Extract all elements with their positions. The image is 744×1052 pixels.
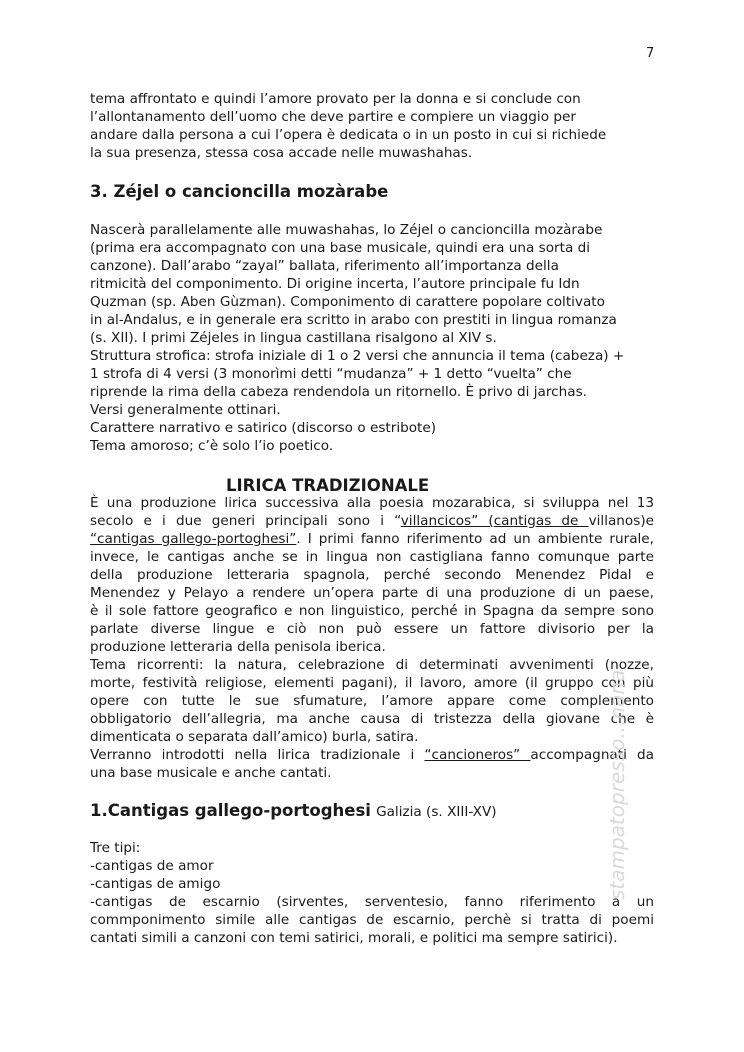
text-line: è il sole fattore geografico e non linguistico, perché in Spagna da sempre sono (90, 603, 654, 619)
section-heading: 3. Zéjel o cancioncilla mozàrabe (90, 182, 389, 201)
text-line: ritmicità del componimento. Di origine incerta, l’autore principale fu Idn (90, 276, 580, 292)
text-line: Struttura strofica: strofa iniziale di 1 o 2 versi che annuncia il tema (cabeza) + (90, 348, 625, 364)
text-line: della produzione letteraria spagnola, perché secondo Menendez Pidal e (90, 567, 654, 583)
zejel-paragraph (90, 221, 654, 455)
text-line: (prima era accompagnato con una base musicale, quindi era una sorta di (90, 240, 590, 256)
underlined-text: cantigas de (493, 513, 589, 529)
cantigas-escarnio-paragraph (90, 893, 654, 947)
cantigas-heading (90, 801, 497, 820)
cantigas-subtitle: Galizia (s. XIII-XV) (376, 804, 497, 820)
underlined-text: “cancioneros” (424, 747, 531, 763)
text-line: commponimento simile alle cantigas de escarnio, perchè si tratta di poemi (90, 912, 654, 928)
text-line: Tre tipi: (90, 840, 141, 856)
text-span: villanos)e (588, 513, 654, 529)
text-line: (s. XII). I primi Zéjeles in lingua castillana risalgono al XIV s. (90, 330, 497, 346)
text-span: accompagnati da (530, 747, 654, 763)
text-line: Nascerà parallelamente alle muwashahas, lo Zéjel o cancioncilla mozàrabe (90, 222, 603, 238)
text-line: dimenticata o separata dall’amico) burla, satira. (90, 729, 419, 745)
lirica-heading: LIRICA TRADIZIONALE (226, 476, 430, 495)
text-line: parlate diverse lingue e ciò non può essere un fattore divisorio per la (90, 621, 654, 637)
lirica-paragraph (90, 494, 654, 782)
page-number: 7 (646, 46, 655, 61)
text-line: Carattere narrativo e satirico (discorso o estribote) (90, 420, 437, 436)
list-item: -cantigas de amigo (90, 876, 221, 892)
text-line (90, 512, 654, 530)
text-line: l’allontanamento dell’uomo che deve partire e compiere un viaggio per (90, 109, 576, 125)
text-line: in al-Andalus, e in generale era scritto in arabo con prestiti in lingua romanza (90, 312, 617, 328)
text-line: riprende la rima della cabeza rendendola un ritornello. È privo di jarchas. (90, 384, 587, 400)
text-line: una base musicale e anche cantati. (90, 765, 332, 781)
text-line: Versi generalmente ottinari. (90, 402, 281, 418)
text-span: secolo e i due generi principali sono i “ (90, 513, 401, 529)
cantigas-list (90, 839, 654, 893)
text-line: andare dalla persona a cui l’opera è dedicata o in un posto in cui si richiede (90, 127, 607, 143)
cantigas-title: 1.Cantigas gallego-portoghesi (90, 801, 371, 820)
text-line: tema affrontato e quindi l’amore provato per la donna e si conclude con (90, 91, 581, 107)
text-line: obbligatorio dell’allegria, ma anche causa di tristezza della giovane che è (90, 711, 654, 727)
text-span: Verranno introdotti nella lirica tradizionale i (90, 747, 425, 763)
text-line: Quzman (sp. Aben Gùzman). Componimento di carattere popolare coltivato (90, 294, 605, 310)
text-line: invece, le cantigas anche se in lingua non castigliana fanno comunque parte (90, 549, 654, 565)
text-line: produzione letteraria della penisola iberica. (90, 639, 386, 655)
text-line: canzone). Dall’arabo “zayal” ballata, riferimento all’importanza della (90, 258, 559, 274)
text-line: 1 strofa di 4 versi (3 monorìmi detti “mudanza” + 1 detto “vuelta” che (90, 366, 572, 382)
text-line (90, 746, 654, 764)
underlined-text: “cantigas gallego-portoghesi” (90, 531, 297, 547)
text-line: È una produzione lirica successiva alla poesia mozarabica, si sviluppa nel 13 (90, 495, 654, 511)
watermark-text: stampatopresso...nana (605, 669, 629, 900)
text-line: la sua presenza, stessa cosa accade nelle muwashahas. (90, 145, 473, 161)
text-line: Tema ricorrenti: la natura, celebrazione di determinati avvenimenti (nozze, (90, 657, 654, 673)
text-line: Tema amoroso; c’è solo l’io poetico. (90, 438, 334, 454)
underlined-text: villancicos” ( (400, 513, 494, 529)
list-item: -cantigas de amor (90, 858, 214, 874)
text-line: cantati simili a canzoni con temi satirici, morali, e politici ma sempre satirici). (90, 930, 618, 946)
text-line: Menendez y Pelayo a rendere un’opera parte di una produzione di un paese, (90, 585, 654, 601)
text-line (90, 530, 654, 548)
text-span: . I primi fanno riferimento ad un ambiente rurale, (296, 531, 654, 547)
list-item: -cantigas de escarnio (sirventes, serventesio, fanno riferimento a un (90, 894, 654, 910)
intro-paragraph (90, 90, 654, 162)
watermark (598, 580, 638, 910)
text-line: morte, festività religiose, elementi pagani), il lavoro, amore (il gruppo con più (90, 675, 654, 691)
text-line: opere con tutte le sue sfumature, l’amore appare come complemento (90, 693, 654, 709)
